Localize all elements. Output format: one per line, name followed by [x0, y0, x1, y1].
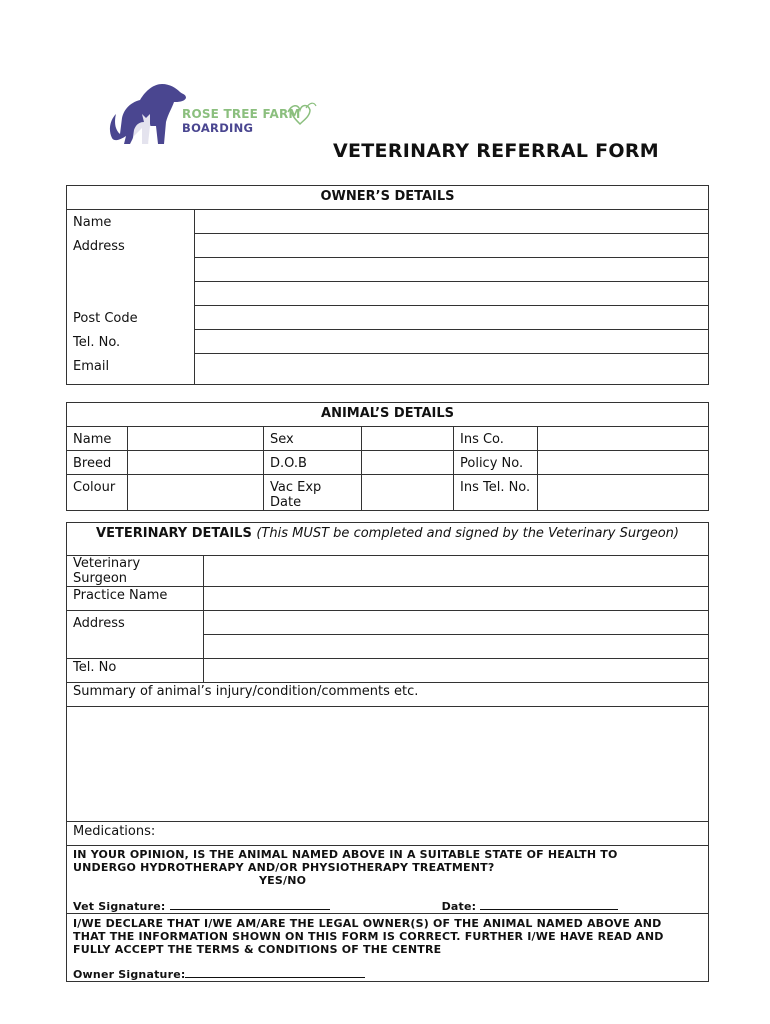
- health-opinion-question: IN YOUR OPINION, IS THE ANIMAL NAMED ABOVE IN A SUITABLE STATE OF HEALTH TO UNDERGO HYDROTHERAPY AND/OR PHYSIOTHERAPY TREATMENT?: [73, 848, 618, 874]
- vet-tel-field[interactable]: [204, 659, 709, 683]
- owner-tel-label: Tel. No.: [67, 330, 195, 354]
- owner-address-field-2[interactable]: [195, 258, 709, 282]
- vet-signature-label: Vet Signature:: [73, 900, 166, 913]
- owner-name-field[interactable]: [195, 210, 709, 234]
- animal-colour-field[interactable]: [128, 475, 264, 511]
- owner-address-spacer: [67, 282, 195, 306]
- veterinary-details-table: [66, 522, 709, 982]
- owner-declaration-section: [67, 914, 709, 982]
- animal-dob-label: D.O.B: [264, 451, 362, 475]
- animal-colour-label: Colour: [67, 475, 128, 511]
- animal-breed-field[interactable]: [128, 451, 264, 475]
- owner-email-field[interactable]: [195, 354, 709, 385]
- policy-no-field[interactable]: [538, 451, 709, 475]
- medications-label: Medications:: [73, 824, 156, 839]
- owner-address-field-1[interactable]: [195, 234, 709, 258]
- vac-exp-date-label: Vac Exp Date: [264, 475, 362, 511]
- yes-no-option[interactable]: YES/NO: [259, 874, 307, 887]
- animal-sex-label: Sex: [264, 427, 362, 451]
- owner-postcode-label: Post Code: [67, 306, 195, 330]
- owners-details-table: [66, 185, 709, 385]
- logo-text-rose-tree-farm: ROSE TREE FARM: [182, 107, 301, 121]
- animal-breed-label: Breed: [67, 451, 128, 475]
- vac-exp-date-field[interactable]: [362, 475, 454, 511]
- animals-details-table: [66, 402, 709, 511]
- animal-name-field[interactable]: [128, 427, 264, 451]
- owner-email-label: Email: [67, 354, 195, 385]
- ins-tel-field[interactable]: [538, 475, 709, 511]
- date-label: Date:: [441, 900, 477, 913]
- animal-name-label: Name: [67, 427, 128, 451]
- animal-dob-field[interactable]: [362, 451, 454, 475]
- ins-co-label: Ins Co.: [454, 427, 538, 451]
- veterinary-details-header: [67, 523, 709, 556]
- owner-address-label: Address: [67, 234, 195, 258]
- veterinary-surgeon-label: Veterinary Surgeon: [67, 556, 204, 587]
- owner-postcode-field[interactable]: [195, 306, 709, 330]
- summary-label: Summary of animal’s injury/condition/comments etc.: [67, 683, 709, 707]
- health-opinion-section: [67, 846, 709, 914]
- owners-details-header: OWNER’S DETAILS: [67, 186, 709, 210]
- practice-name-field[interactable]: [204, 587, 709, 611]
- date-line[interactable]: [480, 899, 618, 910]
- owner-name-label: Name: [67, 210, 195, 234]
- owner-signature-label: Owner Signature:: [73, 968, 186, 981]
- vet-address-label: Address: [67, 611, 204, 635]
- logo-text-boarding: BOARDING: [182, 121, 254, 135]
- animals-details-header: ANIMAL’S DETAILS: [67, 403, 709, 427]
- veterinary-details-title: VETERINARY DETAILS: [96, 526, 252, 541]
- veterinary-surgeon-field[interactable]: [204, 556, 709, 587]
- policy-no-label: Policy No.: [454, 451, 538, 475]
- form-title: VETERINARY REFERRAL FORM: [333, 140, 660, 162]
- vet-signature-line[interactable]: [170, 899, 330, 910]
- owner-address-spacer: [67, 258, 195, 282]
- owner-signature-line[interactable]: [185, 967, 365, 978]
- animal-sex-field[interactable]: [362, 427, 454, 451]
- owner-tel-field[interactable]: [195, 330, 709, 354]
- owner-address-field-3[interactable]: [195, 282, 709, 306]
- vet-address-field-2[interactable]: [204, 635, 709, 659]
- veterinary-details-note: (This MUST be completed and signed by the Veterinary Surgeon): [256, 526, 679, 541]
- owner-signature-row: [73, 967, 702, 981]
- vet-tel-label: Tel. No: [67, 659, 204, 683]
- summary-field[interactable]: [67, 707, 709, 822]
- owner-declaration-text: I/WE DECLARE THAT I/WE AM/ARE THE LEGAL OWNER(S) OF THE ANIMAL NAMED ABOVE AND THAT THE INFORMATION SHOWN ON THIS FORM IS CORRECT. FURTHER I/WE HAVE READ AND FULLY ACCEPT THE TERMS & CONDITIONS OF THE CENTRE: [73, 917, 664, 956]
- ins-tel-label: Ins Tel. No.: [454, 475, 538, 511]
- vet-signature-row: [73, 899, 702, 913]
- practice-name-label: Practice Name: [67, 587, 204, 611]
- vet-address-field-1[interactable]: [204, 611, 709, 635]
- logo: [106, 78, 326, 150]
- vet-address-spacer: [67, 635, 204, 659]
- dog-cat-logo-icon: [106, 78, 186, 150]
- ins-co-field[interactable]: [538, 427, 709, 451]
- medications-field[interactable]: [67, 822, 709, 846]
